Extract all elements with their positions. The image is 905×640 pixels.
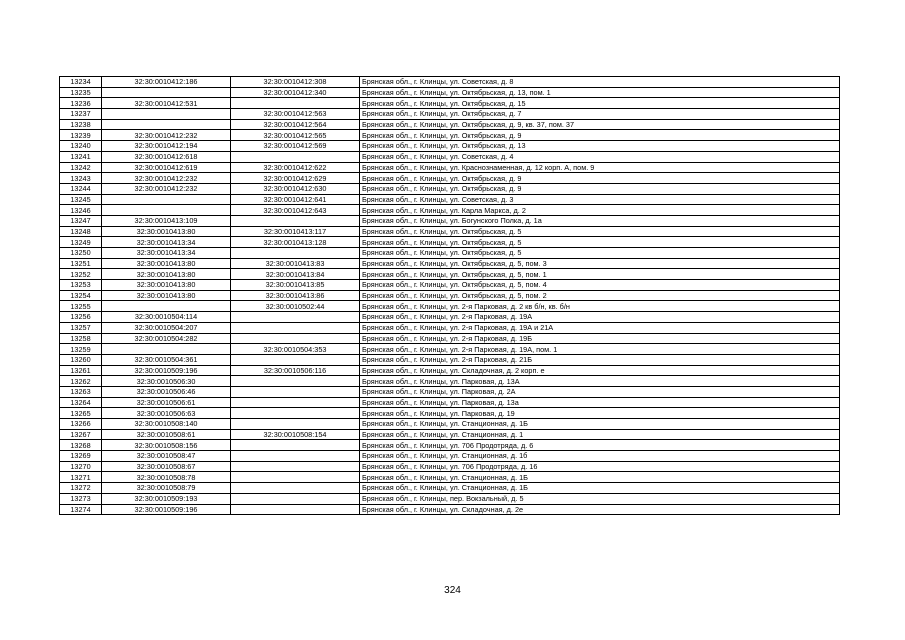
address-cell: Брянская обл., г. Клинцы, ул. Парковая, д. 2А — [360, 386, 840, 397]
table-row — [60, 419, 840, 430]
page-number: 324 — [444, 585, 461, 596]
building-cadastral-number-cell — [231, 215, 360, 226]
table-row — [60, 141, 840, 152]
land-cadastral-number-cell — [102, 109, 231, 120]
building-cadastral-number-cell: 32:30:0010412:565 — [231, 130, 360, 141]
land-cadastral-number-cell: 32:30:0010412:619 — [102, 162, 231, 173]
table-row — [60, 312, 840, 323]
land-cadastral-number-cell: 32:30:0010413:80 — [102, 269, 231, 280]
land-cadastral-number-cell: 32:30:0010504:361 — [102, 354, 231, 365]
building-cadastral-number-cell — [231, 461, 360, 472]
land-cadastral-number-cell: 32:30:0010412:531 — [102, 98, 231, 109]
land-cadastral-number-cell: 32:30:0010506:61 — [102, 397, 231, 408]
land-cadastral-number-cell: 32:30:0010413:80 — [102, 226, 231, 237]
row-number-cell: 13259 — [60, 344, 102, 355]
row-number-cell: 13239 — [60, 130, 102, 141]
table-row — [60, 451, 840, 462]
address-cell: Брянская обл., г. Клинцы, ул. Октябрьская, д. 13, пом. 1 — [360, 87, 840, 98]
address-cell: Брянская обл., г. Клинцы, ул. Складочная, д. 2е — [360, 504, 840, 515]
building-cadastral-number-cell: 32:30:0010413:86 — [231, 290, 360, 301]
table-row — [60, 194, 840, 205]
register-table-body — [60, 77, 840, 515]
address-cell: Брянская обл., г. Клинцы, ул. Октябрьская, д. 15 — [360, 98, 840, 109]
land-cadastral-number-cell — [102, 301, 231, 312]
address-cell: Брянская обл., г. Клинцы, ул. 706 Продотряда, д. 6 — [360, 440, 840, 451]
row-number-cell: 13235 — [60, 87, 102, 98]
address-cell: Брянская обл., г. Клинцы, ул. Краснознаменная, д. 12 корп. А, пом. 9 — [360, 162, 840, 173]
building-cadastral-number-cell: 32:30:0010508:154 — [231, 429, 360, 440]
building-cadastral-number-cell — [231, 419, 360, 430]
table-row — [60, 77, 840, 88]
table-row — [60, 173, 840, 184]
building-cadastral-number-cell: 32:30:0010413:85 — [231, 280, 360, 291]
building-cadastral-number-cell — [231, 312, 360, 323]
building-cadastral-number-cell: 32:30:0010413:128 — [231, 237, 360, 248]
table-row — [60, 162, 840, 173]
address-cell: Брянская обл., г. Клинцы, ул. Октябрьская, д. 9 — [360, 173, 840, 184]
address-cell: Брянская обл., г. Клинцы, ул. Станционная, д. 1 — [360, 429, 840, 440]
building-cadastral-number-cell: 32:30:0010504:353 — [231, 344, 360, 355]
land-cadastral-number-cell: 32:30:0010412:232 — [102, 183, 231, 194]
address-cell: Брянская обл., г. Клинцы, ул. Парковая, д. 19 — [360, 408, 840, 419]
row-number-cell: 13253 — [60, 280, 102, 291]
land-cadastral-number-cell: 32:30:0010413:80 — [102, 258, 231, 269]
table-row — [60, 119, 840, 130]
address-cell: Брянская обл., г. Клинцы, ул. Октябрьская, д. 5, пом. 2 — [360, 290, 840, 301]
building-cadastral-number-cell — [231, 333, 360, 344]
land-cadastral-number-cell: 32:30:0010504:282 — [102, 333, 231, 344]
building-cadastral-number-cell — [231, 376, 360, 387]
address-cell: Брянская обл., г. Клинцы, ул. Советская, д. 8 — [360, 77, 840, 88]
table-row — [60, 280, 840, 291]
building-cadastral-number-cell: 32:30:0010413:84 — [231, 269, 360, 280]
row-number-cell: 13270 — [60, 461, 102, 472]
row-number-cell: 13240 — [60, 141, 102, 152]
address-cell: Брянская обл., г. Клинцы, ул. Станционная, д. 1б — [360, 451, 840, 462]
table-row — [60, 408, 840, 419]
row-number-cell: 13266 — [60, 419, 102, 430]
address-cell: Брянская обл., г. Клинцы, ул. Богунского Полка, д. 1а — [360, 215, 840, 226]
building-cadastral-number-cell: 32:30:0010502:44 — [231, 301, 360, 312]
row-number-cell: 13244 — [60, 183, 102, 194]
address-cell: Брянская обл., г. Клинцы, ул. Октябрьская, д. 5 — [360, 237, 840, 248]
land-cadastral-number-cell: 32:30:0010412:232 — [102, 173, 231, 184]
address-cell: Брянская обл., г. Клинцы, ул. Октябрьская, д. 5 — [360, 248, 840, 259]
address-cell: Брянская обл., г. Клинцы, ул. Складочная, д. 2 корп. е — [360, 365, 840, 376]
table-row — [60, 354, 840, 365]
building-cadastral-number-cell: 32:30:0010506:116 — [231, 365, 360, 376]
address-cell: Брянская обл., г. Клинцы, ул. 2-я Парковая, д. 19А — [360, 312, 840, 323]
land-cadastral-number-cell — [102, 119, 231, 130]
building-cadastral-number-cell: 32:30:0010412:641 — [231, 194, 360, 205]
building-cadastral-number-cell: 32:30:0010412:308 — [231, 77, 360, 88]
table-row — [60, 290, 840, 301]
building-cadastral-number-cell — [231, 504, 360, 515]
row-number-cell: 13258 — [60, 333, 102, 344]
building-cadastral-number-cell: 32:30:0010413:117 — [231, 226, 360, 237]
row-number-cell: 13254 — [60, 290, 102, 301]
land-cadastral-number-cell: 32:30:0010506:63 — [102, 408, 231, 419]
table-row — [60, 386, 840, 397]
building-cadastral-number-cell — [231, 408, 360, 419]
land-cadastral-number-cell: 32:30:0010509:196 — [102, 365, 231, 376]
address-cell: Брянская обл., г. Клинцы, ул. Станционная, д. 1Б — [360, 483, 840, 494]
land-cadastral-number-cell: 32:30:0010413:80 — [102, 280, 231, 291]
building-cadastral-number-cell: 32:30:0010412:564 — [231, 119, 360, 130]
row-number-cell: 13250 — [60, 248, 102, 259]
address-cell: Брянская обл., г. Клинцы, ул. 2-я Парковая, д. 21Б — [360, 354, 840, 365]
row-number-cell: 13267 — [60, 429, 102, 440]
table-row — [60, 130, 840, 141]
address-cell: Брянская обл., г. Клинцы, ул. Парковая, д. 13а — [360, 397, 840, 408]
row-number-cell: 13236 — [60, 98, 102, 109]
address-cell: Брянская обл., г. Клинцы, ул. Октябрьская, д. 5, пом. 1 — [360, 269, 840, 280]
building-cadastral-number-cell — [231, 493, 360, 504]
table-row — [60, 183, 840, 194]
row-number-cell: 13234 — [60, 77, 102, 88]
land-cadastral-number-cell: 32:30:0010508:156 — [102, 440, 231, 451]
land-cadastral-number-cell: 32:30:0010413:109 — [102, 215, 231, 226]
building-cadastral-number-cell: 32:30:0010412:643 — [231, 205, 360, 216]
row-number-cell: 13271 — [60, 472, 102, 483]
address-cell: Брянская обл., г. Клинцы, ул. Октябрьская, д. 9, кв. 37, пом. 37 — [360, 119, 840, 130]
row-number-cell: 13251 — [60, 258, 102, 269]
row-number-cell: 13274 — [60, 504, 102, 515]
building-cadastral-number-cell — [231, 483, 360, 494]
table-row — [60, 504, 840, 515]
row-number-cell: 13261 — [60, 365, 102, 376]
table-row — [60, 237, 840, 248]
land-cadastral-number-cell — [102, 194, 231, 205]
land-cadastral-number-cell: 32:30:0010412:186 — [102, 77, 231, 88]
building-cadastral-number-cell: 32:30:0010413:83 — [231, 258, 360, 269]
building-cadastral-number-cell: 32:30:0010412:630 — [231, 183, 360, 194]
table-row — [60, 215, 840, 226]
row-number-cell: 13262 — [60, 376, 102, 387]
building-cadastral-number-cell — [231, 440, 360, 451]
land-cadastral-number-cell: 32:30:0010506:30 — [102, 376, 231, 387]
table-row — [60, 226, 840, 237]
land-cadastral-number-cell: 32:30:0010508:78 — [102, 472, 231, 483]
land-cadastral-number-cell: 32:30:0010506:46 — [102, 386, 231, 397]
land-cadastral-number-cell — [102, 205, 231, 216]
land-cadastral-number-cell: 32:30:0010508:47 — [102, 451, 231, 462]
row-number-cell: 13245 — [60, 194, 102, 205]
row-number-cell: 13273 — [60, 493, 102, 504]
building-cadastral-number-cell: 32:30:0010412:563 — [231, 109, 360, 120]
building-cadastral-number-cell: 32:30:0010412:622 — [231, 162, 360, 173]
row-number-cell: 13265 — [60, 408, 102, 419]
building-cadastral-number-cell — [231, 354, 360, 365]
land-cadastral-number-cell — [102, 344, 231, 355]
land-cadastral-number-cell: 32:30:0010413:34 — [102, 237, 231, 248]
row-number-cell: 13268 — [60, 440, 102, 451]
row-number-cell: 13238 — [60, 119, 102, 130]
row-number-cell: 13257 — [60, 322, 102, 333]
row-number-cell: 13246 — [60, 205, 102, 216]
table-row — [60, 109, 840, 120]
row-number-cell: 13241 — [60, 151, 102, 162]
address-cell: Брянская обл., г. Клинцы, ул. Станционная, д. 1Б — [360, 472, 840, 483]
building-cadastral-number-cell — [231, 386, 360, 397]
land-cadastral-number-cell: 32:30:0010413:34 — [102, 248, 231, 259]
table-row — [60, 365, 840, 376]
table-row — [60, 397, 840, 408]
row-number-cell: 13264 — [60, 397, 102, 408]
table-row — [60, 483, 840, 494]
address-cell: Брянская обл., г. Клинцы, ул. Октябрьская, д. 5 — [360, 226, 840, 237]
table-row — [60, 376, 840, 387]
address-cell: Брянская обл., г. Клинцы, ул. Советская, д. 3 — [360, 194, 840, 205]
address-cell: Брянская обл., г. Клинцы, ул. Октябрьская, д. 9 — [360, 183, 840, 194]
land-cadastral-number-cell: 32:30:0010504:207 — [102, 322, 231, 333]
land-cadastral-number-cell: 32:30:0010509:193 — [102, 493, 231, 504]
table-row — [60, 98, 840, 109]
address-cell: Брянская обл., г. Клинцы, ул. Карла Маркса, д. 2 — [360, 205, 840, 216]
land-cadastral-number-cell: 32:30:0010413:80 — [102, 290, 231, 301]
land-cadastral-number-cell: 32:30:0010412:194 — [102, 141, 231, 152]
building-cadastral-number-cell: 32:30:0010412:569 — [231, 141, 360, 152]
row-number-cell: 13255 — [60, 301, 102, 312]
row-number-cell: 13263 — [60, 386, 102, 397]
address-cell: Брянская обл., г. Клинцы, ул. 2-я Парковая, д. 19Б — [360, 333, 840, 344]
table-row — [60, 301, 840, 312]
address-cell: Брянская обл., г. Клинцы, ул. 706 Продотряда, д. 16 — [360, 461, 840, 472]
land-cadastral-number-cell: 32:30:0010412:232 — [102, 130, 231, 141]
building-cadastral-number-cell — [231, 322, 360, 333]
table-row — [60, 322, 840, 333]
table-row — [60, 429, 840, 440]
table-row — [60, 205, 840, 216]
address-cell: Брянская обл., г. Клинцы, ул. Октябрьская, д. 5, пом. 4 — [360, 280, 840, 291]
table-row — [60, 258, 840, 269]
building-cadastral-number-cell: 32:30:0010412:629 — [231, 173, 360, 184]
land-cadastral-number-cell: 32:30:0010504:114 — [102, 312, 231, 323]
address-cell: Брянская обл., г. Клинцы, ул. 2-я Парковая, д. 19А и 21А — [360, 322, 840, 333]
address-cell: Брянская обл., г. Клинцы, ул. Станционная, д. 1Б — [360, 419, 840, 430]
row-number-cell: 13269 — [60, 451, 102, 462]
table-row — [60, 151, 840, 162]
row-number-cell: 13256 — [60, 312, 102, 323]
table-row — [60, 269, 840, 280]
row-number-cell: 13248 — [60, 226, 102, 237]
address-cell: Брянская обл., г. Клинцы, ул. Октябрьская, д. 13 — [360, 141, 840, 152]
land-cadastral-number-cell: 32:30:0010412:618 — [102, 151, 231, 162]
address-cell: Брянская обл., г. Клинцы, пер. Вокзальный, д. 5 — [360, 493, 840, 504]
building-cadastral-number-cell — [231, 397, 360, 408]
table-row — [60, 248, 840, 259]
address-cell: Брянская обл., г. Клинцы, ул. Октябрьская, д. 9 — [360, 130, 840, 141]
building-cadastral-number-cell: 32:30:0010412:340 — [231, 87, 360, 98]
row-number-cell: 13247 — [60, 215, 102, 226]
building-cadastral-number-cell — [231, 451, 360, 462]
building-cadastral-number-cell — [231, 472, 360, 483]
table-row — [60, 493, 840, 504]
row-number-cell: 13249 — [60, 237, 102, 248]
building-cadastral-number-cell — [231, 98, 360, 109]
row-number-cell: 13237 — [60, 109, 102, 120]
row-number-cell: 13243 — [60, 173, 102, 184]
row-number-cell: 13252 — [60, 269, 102, 280]
table-row — [60, 461, 840, 472]
land-cadastral-number-cell: 32:30:0010508:140 — [102, 419, 231, 430]
land-cadastral-number-cell — [102, 87, 231, 98]
building-cadastral-number-cell — [231, 248, 360, 259]
address-cell: Брянская обл., г. Клинцы, ул. Советская, д. 4 — [360, 151, 840, 162]
land-cadastral-number-cell: 32:30:0010508:79 — [102, 483, 231, 494]
address-cell: Брянская обл., г. Клинцы, ул. Октябрьская, д. 7 — [360, 109, 840, 120]
land-cadastral-number-cell: 32:30:0010508:67 — [102, 461, 231, 472]
row-number-cell: 13242 — [60, 162, 102, 173]
address-cell: Брянская обл., г. Клинцы, ул. 2-я Парковая, д. 2 кв б/н, кв. б/н — [360, 301, 840, 312]
table-row — [60, 87, 840, 98]
address-cell: Брянская обл., г. Клинцы, ул. Октябрьская, д. 5, пом. 3 — [360, 258, 840, 269]
row-number-cell: 13272 — [60, 483, 102, 494]
row-number-cell: 13260 — [60, 354, 102, 365]
cadastral-register-table — [59, 76, 840, 515]
address-cell: Брянская обл., г. Клинцы, ул. 2-я Парковая, д. 19А, пом. 1 — [360, 344, 840, 355]
address-cell: Брянская обл., г. Клинцы, ул. Парковая, д. 13А — [360, 376, 840, 387]
land-cadastral-number-cell: 32:30:0010508:61 — [102, 429, 231, 440]
table-row — [60, 440, 840, 451]
table-row — [60, 333, 840, 344]
building-cadastral-number-cell — [231, 151, 360, 162]
table-row — [60, 344, 840, 355]
table-row — [60, 472, 840, 483]
land-cadastral-number-cell: 32:30:0010509:196 — [102, 504, 231, 515]
